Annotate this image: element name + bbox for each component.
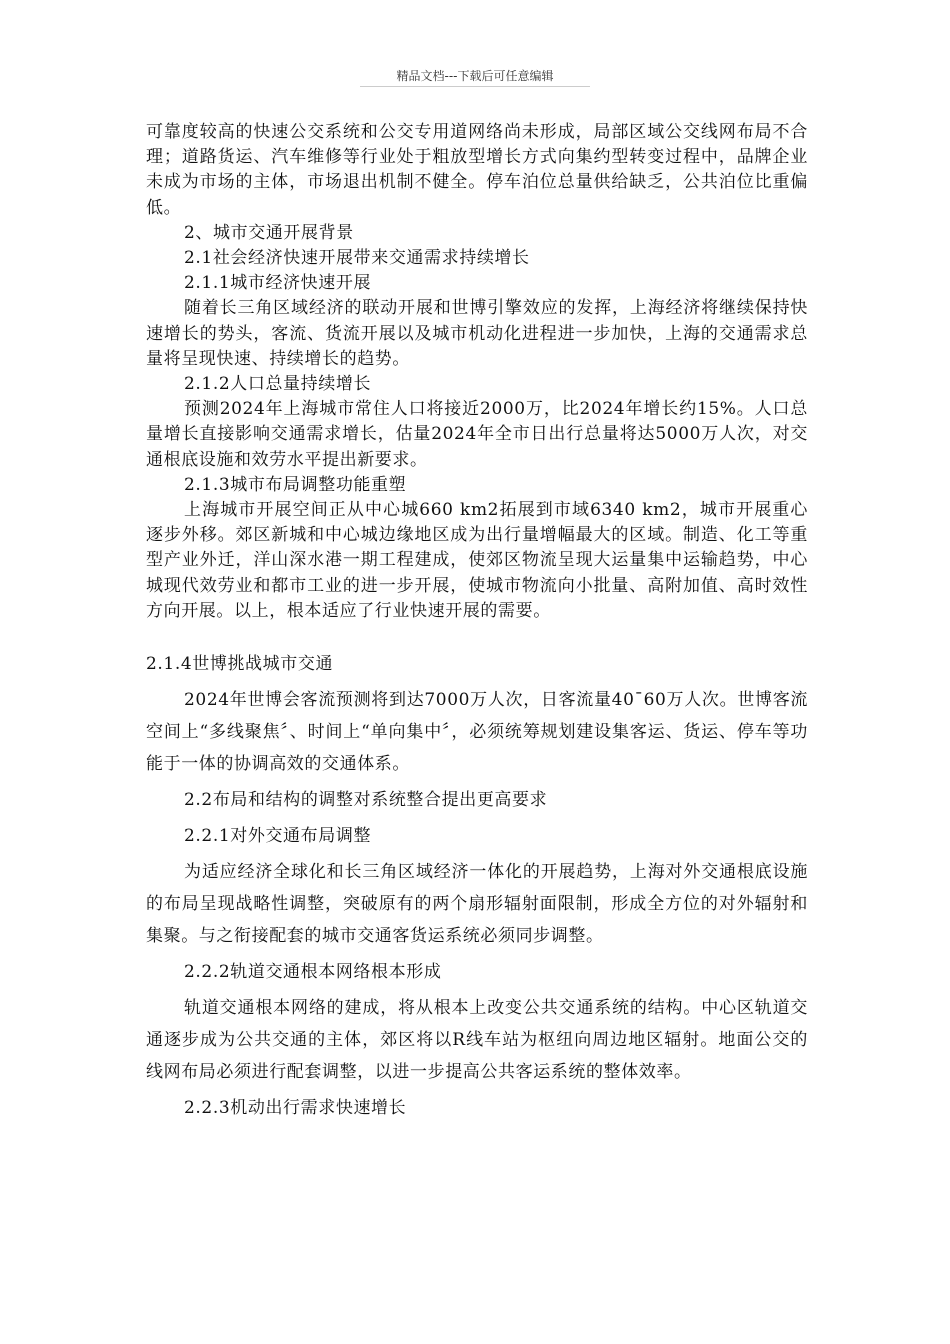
section-heading-2-1-1: 2.1.1城市经济快速开展 xyxy=(184,273,372,294)
header-divider xyxy=(360,86,590,87)
document-body xyxy=(146,120,808,1124)
section-heading-2-1-4: 2.1.4世博挑战城市交通 xyxy=(146,654,334,675)
paragraph-city-layout: 上海城市开展空间正从中心城660 km2拓展到市域6340 km2，城市开展重心逐步外移。郊区新城和中心城边缘地区成为出行量增幅最大的区域。制造、化工等重型产业外迁，洋山深水港一期工程建成，使郊区物流呈现大运量集中运输趋势，中心城现代效劳业和都市工业的进一步开展，使城市物流向小批量、高附加值、高时效性方向开展。以上，根本适应了行业快速开展的需要。 xyxy=(146,500,808,621)
paragraph-expo: 2024年世博会客流预测将到达7000万人次，日客流量40¯60万人次。世博客流空间上“多线聚焦〞、时间上“单向集中〞，必须统筹规划建设集客运、货运、停车等功能于一体的协调高效的交通体系。 xyxy=(146,690,808,775)
section-heading-2-1: 2.1社会经济快速开展带来交通需求持续增长 xyxy=(184,248,530,269)
section-heading-2-1-2: 2.1.2人口总量持续增长 xyxy=(184,374,372,395)
section-heading-2-2-1: 2.2.1对外交通布局调整 xyxy=(184,826,372,847)
section-heading-2-2-2: 2.2.2轨道交通根本网络根本形成 xyxy=(184,962,442,983)
page-header: 精品文档---下载后可任意编辑 xyxy=(396,69,554,83)
paragraph-intro-continued: 可靠度较高的快速公交系统和公交专用道网络尚未形成，局部区域公交线网布局不合理；道路货运、汽车维修等行业处于粗放型增长方式向集约型转变过程中，品牌企业未成为市场的主体，市场退出机制不健全。停车泊位总量供给缺乏，公共泊位比重偏低。 xyxy=(146,122,808,218)
section-heading-2-2-3: 2.2.3机动出行需求快速增长 xyxy=(184,1098,407,1119)
paragraph-economy: 随着长三角区域经济的联动开展和世博引擎效应的发挥，上海经济将继续保持快速增长的势头，客流、货流开展以及城市机动化进程进一步加快，上海的交通需求总量将呈现快速、持续增长的趋势。 xyxy=(146,298,808,369)
paragraph-rail-network: 轨道交通根本网络的建成，将从根本上改变公共交通系统的结构。中心区轨道交通逐步成为公共交通的主体，郊区将以R线车站为枢纽向周边地区辐射。地面公交的线网布局必须进行配套调整，以进一步提高公共客运系统的整体效率。 xyxy=(146,998,808,1083)
paragraph-population: 预测2024年上海城市常住人口将接近2000万，比2024年增长约15%。人口总量增长直接影响交通需求增长，估量2024年全市日出行总量将达5000万人次，对交通根底设施和效劳水平提出新要求。 xyxy=(146,399,808,470)
paragraph-external-transport: 为适应经济全球化和长三角区域经济一体化的开展趋势，上海对外交通根底设施的布局呈现战略性调整，突破原有的两个扇形辐射面限制，形成全方位的对外辐射和集聚。与之衔接配套的城市交通客货运系统必须同步调整。 xyxy=(146,862,808,947)
section-heading-2-1-3: 2.1.3城市布局调整功能重塑 xyxy=(184,474,407,495)
section-heading-2-2: 2.2布局和结构的调整对系统整合提出更高要求 xyxy=(184,790,548,811)
section-heading-2: 2、城市交通开展背景 xyxy=(184,222,354,243)
